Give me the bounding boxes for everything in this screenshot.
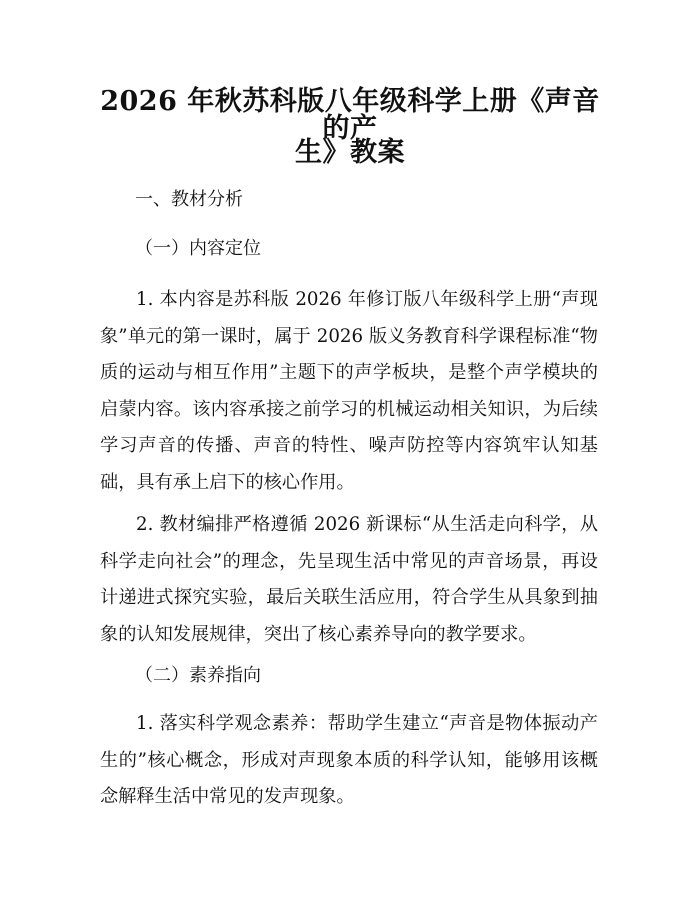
document-title-line-1: 2026 年秋苏科版八年级科学上册《声音的产 xyxy=(100,86,600,144)
subsection-heading-literacy-orientation: （二）素养指向 xyxy=(135,665,261,686)
paragraph-literacy-orientation-1: 1. 落实科学观念素养：帮助学生建立“声音是物体振动产生的”核心概念，形成对声现象本质的科学认知，能够用该概念解释生活中常见的发声现象。 xyxy=(100,713,598,807)
paragraph-content-positioning-1: 1. 本内容是苏科版 2026 年修订版八年级科学上册“声现象”单元的第一课时，属于 2026 版义务教育科学课程标准“物质的运动与相互作用”主题下的声学板块，是整个声学模块的启蒙内容。该内容承接之前学习的机械运动相关知识，为后续学习声音的传播、声音的特性、噪声防控等内容筑牢认知基础，具有承上启下的核心作用。 xyxy=(100,289,598,493)
paragraph-content-positioning-2: 2. 教材编排严格遵循 2026 新课标“从生活走向科学，从科学走向社会”的理念，先呈现生活中常见的声音场景，再设计递进式探究实验，最后关联生活应用，符合学生从具象到抽象的认知发展规律，突出了核心素养导向的教学要求。 xyxy=(100,514,598,645)
section-heading-textbook-analysis: 一、教材分析 xyxy=(135,189,243,210)
subsection-heading-content-positioning: （一）内容定位 xyxy=(135,238,261,259)
document-title-line-2: 生》教案 xyxy=(295,137,405,168)
